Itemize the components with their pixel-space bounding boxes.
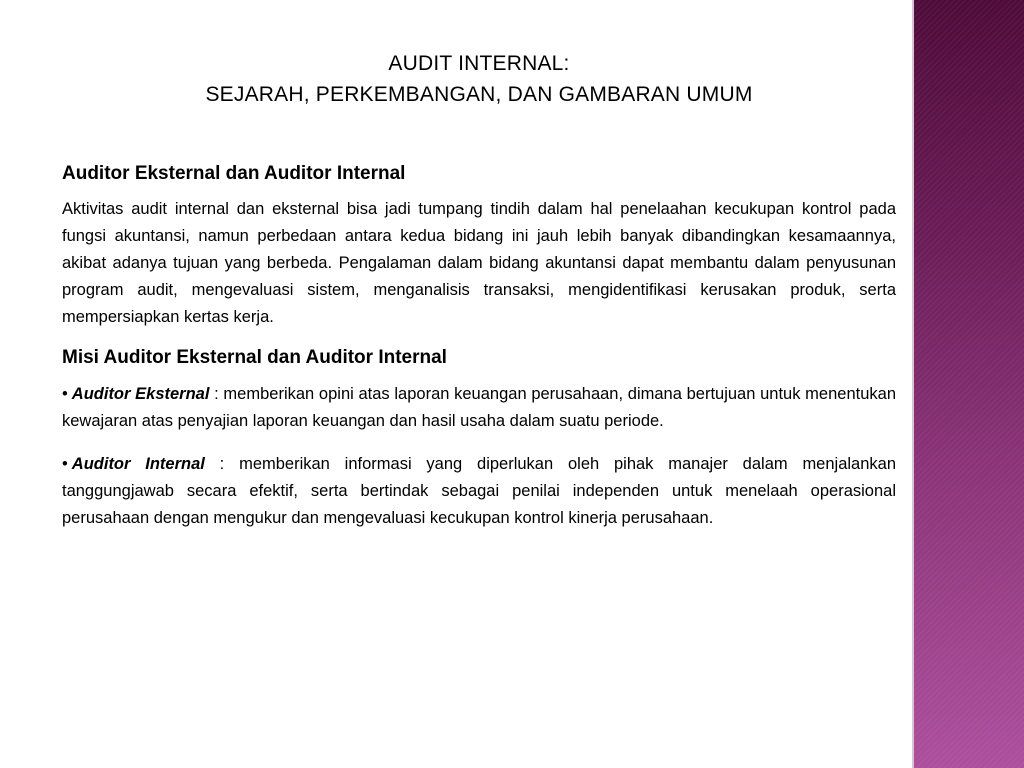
section-paragraph: Aktivitas audit internal dan eksternal bisa jadi tumpang tindih dalam hal penelaahan kecukupan kontrol pada fungsi akuntansi, namun perbedaan antara kedua bidang ini jauh lebih banyak dibandingkan kesamaannya, akibat adanya tujuan yang berbeda. Pengalaman dalam bidang akuntansi dapat membantu dalam penyusunan program audit, mengevaluasi sistem, menganalisis transaksi, mengidentifikasi kerusakan produk, serta mempersiapkan kertas kerja. — [62, 200, 896, 326]
section-heading-auditor: Auditor Eksternal dan Auditor Internal — [62, 163, 406, 184]
bullet-text: : memberikan opini atas laporan keuangan perusahaan, dimana bertujuan untuk menentukan kewajaran atas penyajian laporan keuangan dan hasil usaha dalam suatu periode. — [62, 385, 896, 430]
slide-title-line-1: AUDIT INTERNAL: — [388, 52, 570, 75]
slide-content — [62, 48, 896, 532]
slide-title-line-2: SEJARAH, PERKEMBANGAN, DAN GAMBARAN UMUM — [205, 83, 753, 106]
bullet-auditor-internal — [62, 451, 896, 532]
decorative-side-bar — [912, 0, 1024, 768]
bullet-text: : memberikan informasi yang diperlukan oleh pihak manajer dalam menjalankan tanggungjawab secara efektif, serta bertindak sebagai penilai independen untuk menelaah operasional perusahaan dengan mengukur dan mengevaluasi kecukupan kontrol kinerja perusahaan. — [62, 455, 897, 527]
section-heading-misi: Misi Auditor Eksternal dan Auditor Internal — [62, 347, 447, 368]
bullet-auditor-eksternal — [62, 381, 896, 435]
bullet-mark: • — [62, 455, 68, 473]
bullet-mark: • — [62, 385, 68, 403]
bullet-term: Auditor Internal — [71, 455, 205, 473]
bullet-term: Auditor Eksternal — [71, 385, 210, 403]
slide-title — [62, 48, 896, 110]
